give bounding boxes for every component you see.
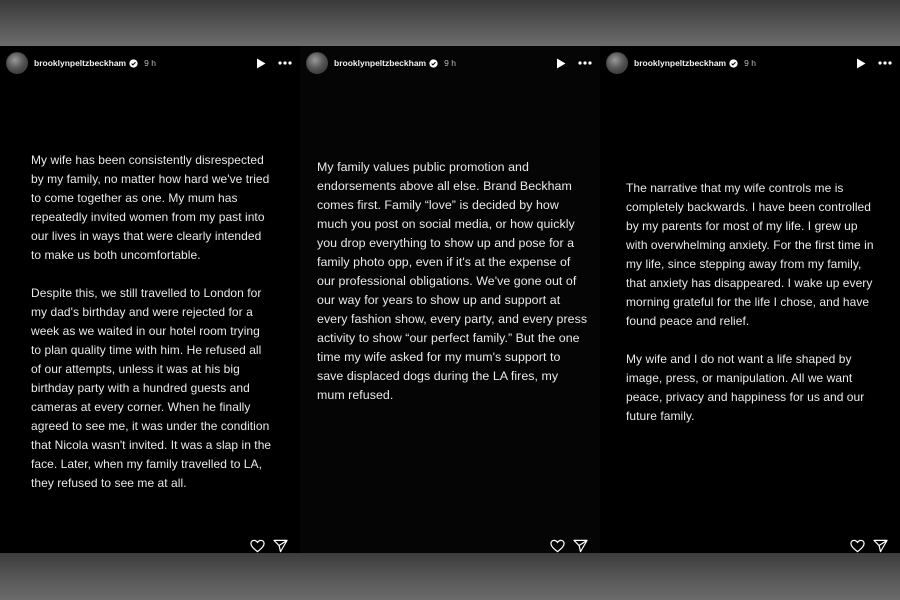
story-header	[306, 52, 594, 74]
username[interactable]: brooklynpeltzbeckham	[334, 58, 427, 68]
verified-badge-icon	[129, 59, 138, 68]
send-icon[interactable]	[573, 539, 588, 553]
avatar[interactable]	[6, 52, 28, 74]
story-text	[317, 158, 589, 405]
more-dots-icon[interactable]	[278, 61, 292, 65]
heart-icon[interactable]	[550, 539, 565, 553]
username[interactable]: brooklynpeltzbeckham	[34, 58, 127, 68]
post-time: 9 h	[444, 58, 456, 68]
top-border-band	[0, 0, 900, 46]
more-dots-icon[interactable]	[878, 61, 892, 65]
verified-badge-icon	[429, 59, 438, 68]
story-panel-3[interactable]	[600, 46, 900, 553]
play-icon[interactable]	[556, 58, 566, 69]
send-icon[interactable]	[273, 539, 288, 553]
story-header	[606, 52, 894, 74]
story-text	[31, 151, 273, 493]
story-paragraph: My wife has been consistently disrespected by my family, no matter how hard we've tried to come together as one. My mum has repeatedly invited women from my past into our lives in ways that were clearly intended to make us both uncomfortable.	[31, 153, 270, 262]
story-footer	[550, 539, 588, 553]
story-panel-1[interactable]	[0, 46, 300, 553]
play-icon[interactable]	[856, 58, 866, 69]
story-header	[6, 52, 294, 74]
avatar[interactable]	[306, 52, 328, 74]
heart-icon[interactable]	[250, 539, 265, 553]
username[interactable]: brooklynpeltzbeckham	[634, 58, 727, 68]
bottom-border-band	[0, 553, 900, 600]
story-paragraph: The narrative that my wife controls me is completely backwards. I have been controlled by my parents for most of my life. I grew up with overwhelming anxiety. For the first time in my life, since stepping away from my family, that anxiety has disappeared. I wake up every morning grateful for the life I chose, and have found peace and relief.	[626, 181, 874, 328]
story-paragraph: My wife and I do not want a life shaped by image, press, or manipulation. All we want peace, privacy and happiness for us and our future family.	[626, 352, 865, 423]
story-footer	[250, 539, 288, 553]
story-panel-2[interactable]	[300, 46, 600, 553]
avatar[interactable]	[606, 52, 628, 74]
story-paragraph: My family values public promotion and endorsements above all else. Brand Beckham comes first. Family “love” is decided by how much you post on social media, or how quickly you drop everything to show up and pose for a family photo opp, even if it's at the expense of our professional obligations. We've gone out of our way for years to show up and support at every fashion show, every party, and every press activity to show “our perfect family.” But the one time my wife asked for my mum's support to save displaced dogs during the LA fires, my mum refused.	[317, 160, 588, 402]
send-icon[interactable]	[873, 539, 888, 553]
story-paragraph: Despite this, we still travelled to London for my dad's birthday and were rejected for a week as we waited in our hotel room trying to plan quality time with him. He refused all of our attempts, unless it was at his big birthday party with a hundred guests and cameras at every corner. When he finally agreed to see me, it was under the condition that Nicola wasn't invited. It was a slap in the face. Later, when my family travelled to LA, they refused to see me at all.	[31, 286, 272, 490]
story-footer	[850, 539, 888, 553]
story-text	[626, 179, 876, 426]
play-icon[interactable]	[256, 58, 266, 69]
post-time: 9 h	[144, 58, 156, 68]
more-dots-icon[interactable]	[578, 61, 592, 65]
heart-icon[interactable]	[850, 539, 865, 553]
verified-badge-icon	[729, 59, 738, 68]
post-time: 9 h	[744, 58, 756, 68]
